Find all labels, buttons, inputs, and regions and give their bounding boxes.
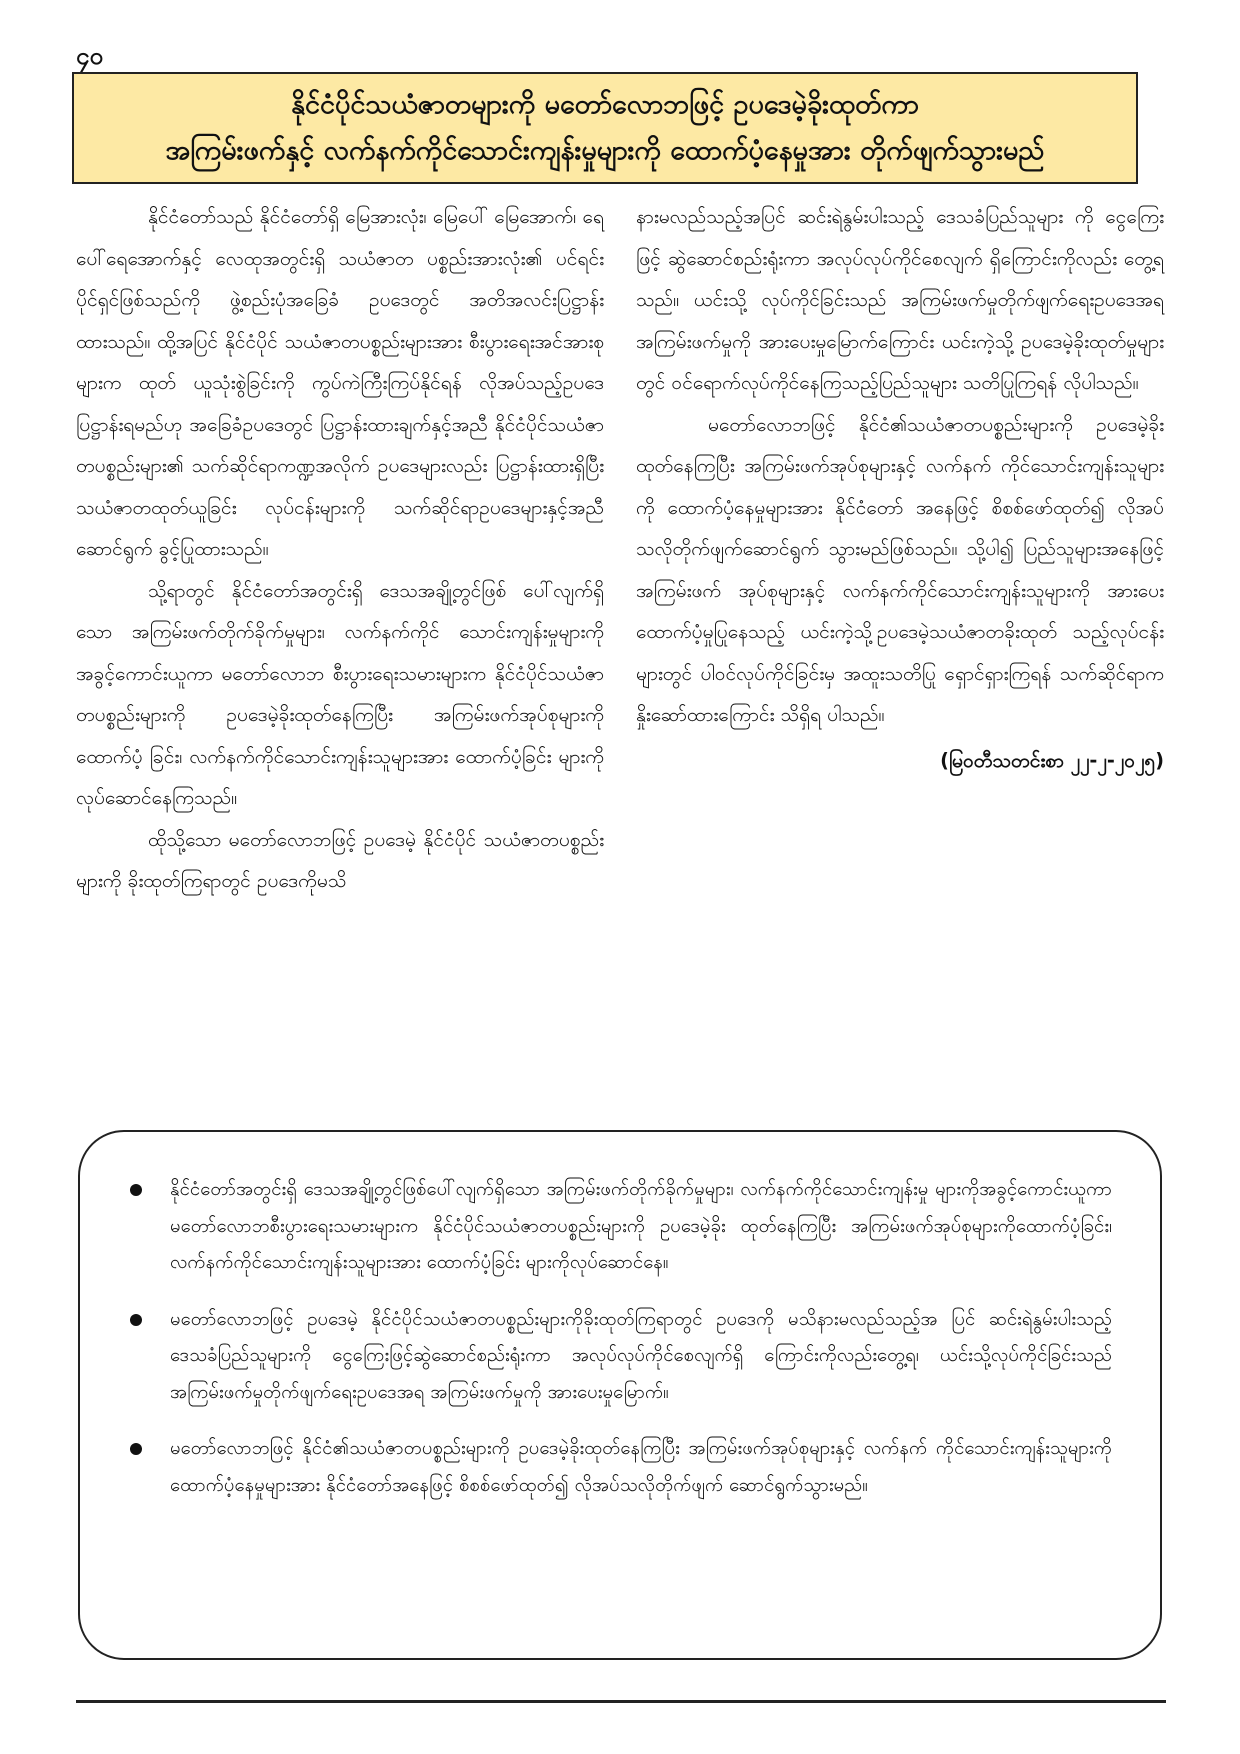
- source-citation: (မြဝတီသတင်းစာ ၂၂-၂-၂၀၂၅): [940, 748, 1164, 772]
- summary-box: [78, 1130, 1162, 1660]
- page-number: ၄၀: [76, 42, 103, 70]
- headline-line-1: နိုင်ငံပိုင်သယံဇာတများကို မတော်လောဘဖြင့် ဥပဒေမဲ့ခိုးထုတ်ကာ: [291, 89, 919, 120]
- bottom-divider: [76, 1700, 1166, 1703]
- summary-text: မတော်လောဘဖြင့် နိုင်ငံ၏သယံဇာတပစ္စည်းများကို ဥပဒေမဲ့ခိုးထုတ်နေကြပြီး အကြမ်းဖက်အုပ်စုများနှင့် လက်နက် ကိုင်သောင်းကျန်းသူများကို ထောက်ပံ့နေမှုများအား နိုင်ငံတော်အနေဖြင့် စိစစ်ဖော်ထုတ်၍ လိုအပ်သလိုတိုက်ဖျက် ဆောင်ရွက်သွားမည်။: [170, 1438, 1112, 1496]
- right-paragraph-2: မတော်လောဘဖြင့် နိုင်ငံ၏သယံဇာတပစ္စည်းများကို ဥပဒေမဲ့ခိုးထုတ်နေကြပြီး အကြမ်းဖက်အုပ်စုများနှင့် လက်နက် ကိုင်သောင်းကျန်းသူများကို ထောက်ပံ့နေမှုများအား နိုင်ငံတော် အနေဖြင့် စိစစ်ဖော်ထုတ်၍ လိုအပ်သလိုတိုက်ဖျက်ဆောင်ရွက် သွားမည်ဖြစ်သည်။ သို့ပါ၍ ပြည်သူများအနေဖြင့် အကြမ်းဖက် အုပ်စုများနှင့် လက်နက်ကိုင်သောင်းကျန်းသူများကို အားပေး ထောက်ပံ့မှုပြုနေသည့် ယင်းကဲ့သို့ဥပဒေမဲ့သယံဇာတခိုးထုတ် သည့်လုပ်ငန်းများတွင် ပါဝင်လုပ်ကိုင်ခြင်းမှ အထူးသတိပြု ရှောင်ရှားကြရန် သက်ဆိုင်ရာက နှိုးဆော်ထားကြောင်း သိရှိရ ပါသည်။: [636, 412, 1164, 726]
- left-paragraph-2: သို့ရာတွင် နိုင်ငံတော်အတွင်းရှိ ဒေသအချို့တွင်ဖြစ် ပေါ်လျက်ရှိသော အကြမ်းဖက်တိုက်ခိုက်မှုများ၊ လက်နက်ကိုင် သောင်းကျန်းမှုများကို အခွင့်ကောင်းယူကာ မတော်လောဘ စီးပွားရေးသမားများက နိုင်ငံပိုင်သယံဇာတပစ္စည်းများကို ဥပဒေမဲ့ခိုးထုတ်နေကြပြီး အကြမ်းဖက်အုပ်စုများကို ထောက်ပံ့ ခြင်း၊ လက်နက်ကိုင်သောင်းကျန်းသူများအား ထောက်ပံ့ခြင်း များကို လုပ်ဆောင်နေကြသည်။: [76, 578, 604, 809]
- summary-item: [124, 1172, 1112, 1282]
- summary-text: မတော်လောဘဖြင့် ဥပဒေမဲ့ နိုင်ငံပိုင်သယံဇာတပစ္စည်းများကိုခိုးထုတ်ကြရာတွင် ဥပဒေကို မသိနားမလည်သည့်အ ပြင် ဆင်းရဲနွမ်းပါးသည့်ဒေသခံပြည်သူများကို ငွေကြေးဖြင့်ဆွဲဆောင်စည်းရုံးကာ အလုပ်လုပ်ကိုင်စေလျက်ရှိ ကြောင်းကိုလည်းတွေ့ရ၊ ယင်းသို့လုပ်ကိုင်ခြင်းသည် အကြမ်းဖက်မှုတိုက်ဖျက်ရေးဥပဒေအရ အကြမ်းဖက်မှုကို အားပေးမှုမြောက်။: [170, 1308, 1112, 1403]
- article-body: [76, 196, 1164, 1122]
- left-paragraph-3: ထိုသို့သော မတော်လောဘဖြင့် ဥပဒေမဲ့ နိုင်ငံပိုင် သယံဇာတပစ္စည်းများကို ခိုးထုတ်ကြရာတွင် ဥပဒေကိုမသိ: [76, 827, 604, 892]
- right-column: [636, 196, 1164, 1122]
- headline-box: [72, 72, 1138, 184]
- summary-item: [124, 1431, 1112, 1504]
- summary-item: [124, 1302, 1112, 1412]
- left-paragraph-1: နိုင်ငံတော်သည် နိုင်ငံတော်ရှိ မြေအားလုံး၊ မြေပေါ် မြေအောက်၊ ရေပေါ်ရေအောက်နှင့် လေထုအတွင်းရှိ သယံဇာတ ပစ္စည်းအားလုံး၏ ပင်ရင်းပိုင်ရှင်ဖြစ်သည်ကို ဖွဲ့စည်းပုံအခြေခံ ဥပဒေတွင် အတိအလင်းပြဋ္ဌာန်းထားသည်။ ထို့အပြင် နိုင်ငံပိုင် သယံဇာတပစ္စည်းများအား စီးပွားရေးအင်အားစုများက ထုတ် ယူသုံးစွဲခြင်းကို ကွပ်ကဲကြီးကြပ်နိုင်ရန် လိုအပ်သည့်ဥပဒေ ပြဋ္ဌာန်းရမည်ဟု အခြေခံဥပဒေတွင် ပြဋ္ဌာန်းထားချက်နှင့်အညီ နိုင်ငံပိုင်သယံဇာတပစ္စည်းများ၏ သက်ဆိုင်ရာကဏ္ဍအလိုက် ဥပဒေများလည်း ပြဋ္ဌာန်းထားရှိပြီး သယံဇာတထုတ်ယူခြင်း လုပ်ငန်းများကို သက်ဆိုင်ရာဥပဒေများနှင့်အညီ ဆောင်ရွက် ခွင့်ပြုထားသည်။: [76, 205, 604, 560]
- left-column: [76, 196, 604, 1122]
- bullet-icon: [130, 1314, 142, 1326]
- right-paragraph-1: နားမလည်သည့်အပြင် ဆင်းရဲနွမ်းပါးသည့် ဒေသခံပြည်သူများ ကို ငွေကြေးဖြင့် ဆွဲဆောင်စည်းရုံးကာ အလုပ်လုပ်ကိုင်စေလျက် ရှိကြောင်းကိုလည်း တွေ့ရသည်။ ယင်းသို့ လုပ်ကိုင်ခြင်းသည် အကြမ်းဖက်မှုတိုက်ဖျက်ရေးဥပဒေအရ အကြမ်းဖက်မှုကို အားပေးမှုမြောက်ကြောင်း ယင်းကဲ့သို့ ဥပဒေမဲ့ခိုးထုတ်မှုများ တွင် ဝင်ရောက်လုပ်ကိုင်နေကြသည့်ပြည်သူများ သတိပြုကြရန် လိုပါသည်။: [636, 205, 1164, 394]
- headline-line-2: အကြမ်းဖက်နှင့် လက်နက်ကိုင်သောင်းကျန်းမှုများကို ထောက်ပံ့နေမှုအား တိုက်ဖျက်သွားမည်: [165, 135, 1045, 166]
- summary-text: နိုင်ငံတော်အတွင်းရှိ ဒေသအချို့တွင်ဖြစ်ပေါ်လျက်ရှိသော အကြမ်းဖက်တိုက်ခိုက်မှုများ၊ လက်နက်ကိုင်သောင်းကျန်းမှု များကိုအခွင့်ကောင်းယူကာ မတော်လောဘစီးပွားရေးသမားများက နိုင်ငံပိုင်သယံဇာတပစ္စည်းများကို ဥပဒေမဲ့ခိုး ထုတ်နေကြပြီး အကြမ်းဖက်အုပ်စုများကိုထောက်ပံ့ခြင်း၊ လက်နက်ကိုင်သောင်းကျန်းသူများအား ထောက်ပံ့ခြင်း များကိုလုပ်ဆောင်နေ။: [170, 1179, 1112, 1273]
- bullet-icon: [130, 1184, 142, 1196]
- bullet-icon: [130, 1443, 142, 1455]
